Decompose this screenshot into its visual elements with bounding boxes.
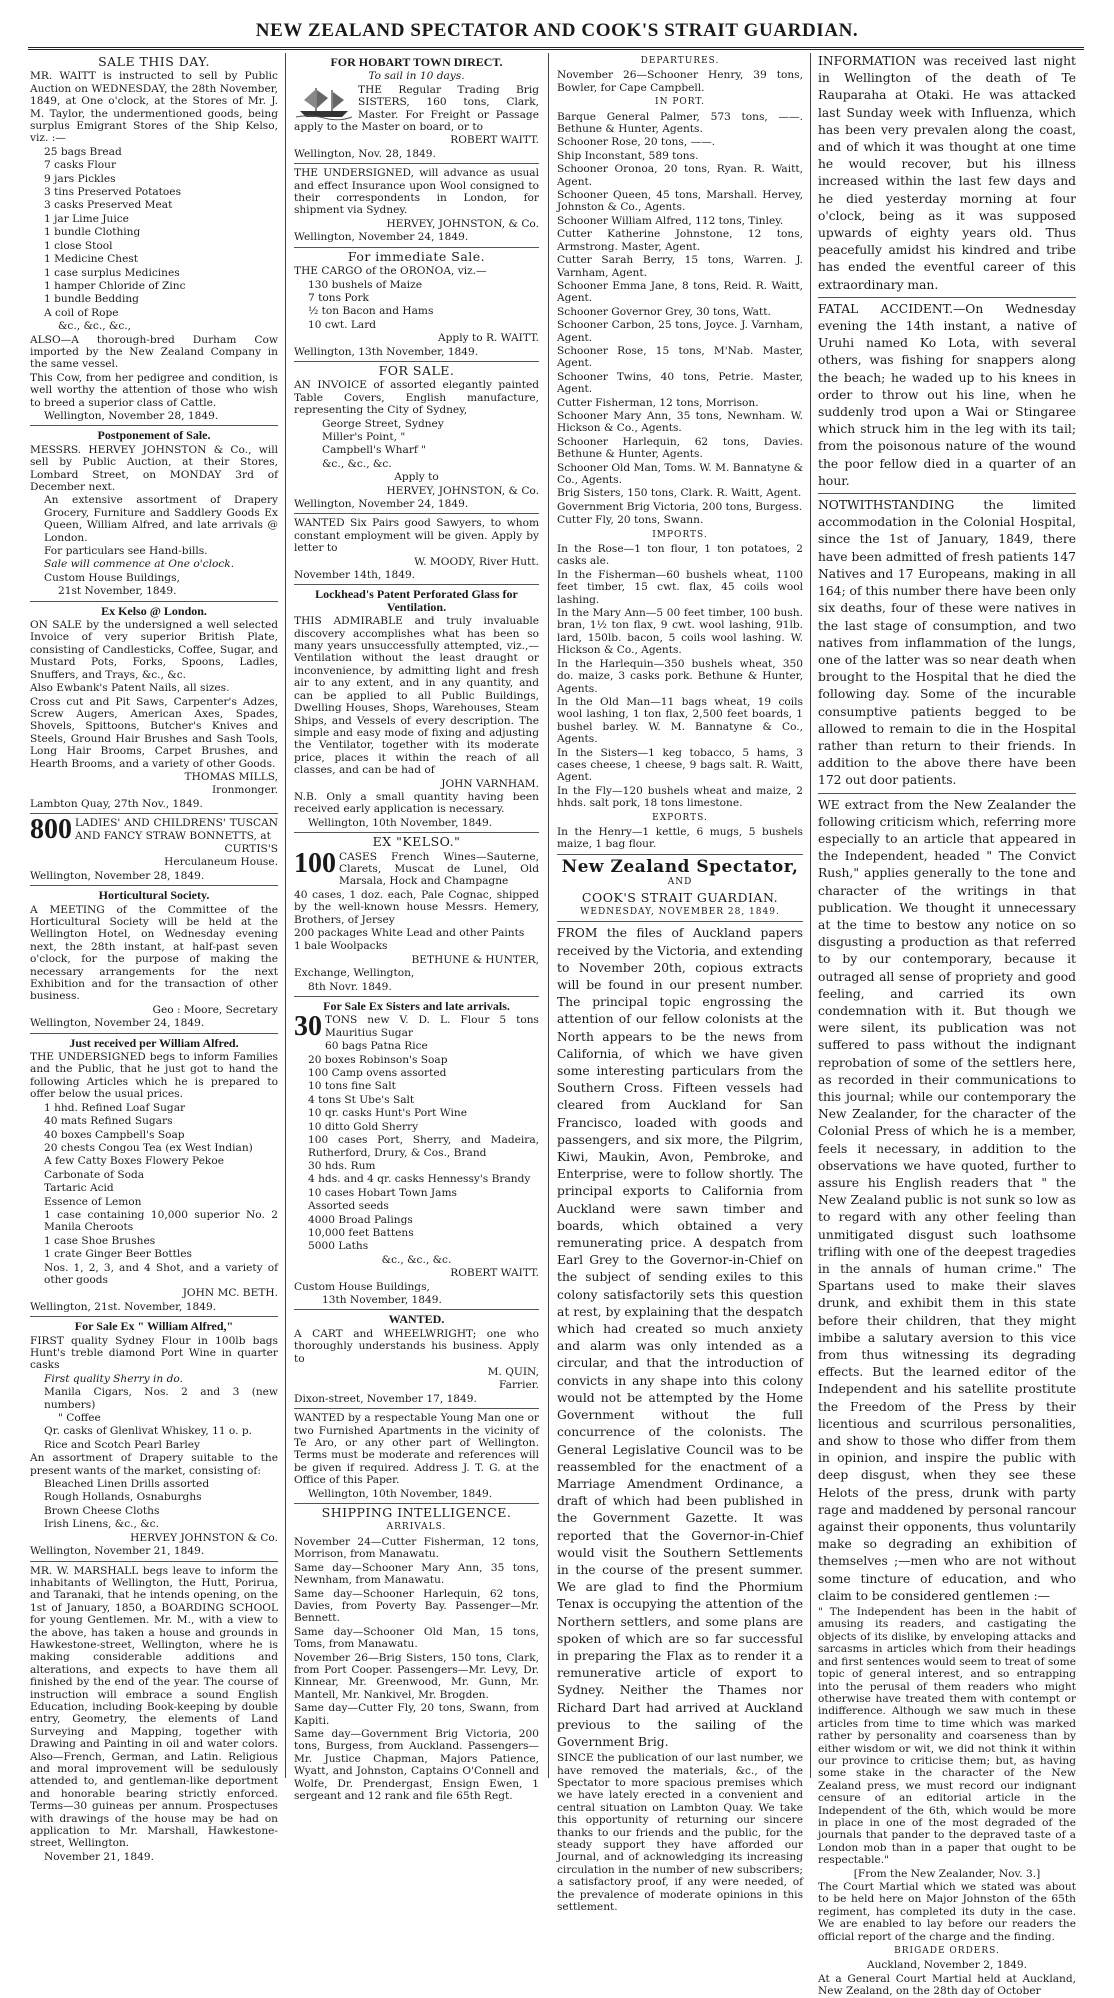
paragraph: Schooner Governor Grey, 30 tons, Watt. xyxy=(557,305,771,318)
paragraph: In the Rose—1 ton flour, 1 ton potatoes, 2 casks ale. xyxy=(557,543,803,568)
list-item: 1 crate Ginger Beer Bottles xyxy=(44,1248,192,1261)
list-item: Bleached Linen Drills assorted xyxy=(44,1478,210,1491)
section-heading: COOK'S STRAIT GUARDIAN. xyxy=(581,889,779,905)
centered-line: &c., &c., &c. xyxy=(381,1253,452,1266)
paragraph: Schooner Old Man, Toms. W. M. Bannatyne & Co., Agents. xyxy=(557,461,803,486)
article-paragraph: WE extract from the New Zealander the following criticism which, referring more especially to an article that appeared in the Independent, headed " The Convict Rush," applies generally to the tone and character of the writings in that publication. We thought it unnecessary at the time to bestow any notice on so disgusting a production as that referred to by our contemporary, because it outraged all sense of propriety and good feeling, and carried its own condemnation with it. But though we were silent, its publication was not suffered to pass without the indignant reprobation of some of the settlers here, as recorded in their communications to this journal; while our contemporary the New Zealander, for the character of the Colonial Press of which he is a member, feels it necessary, in addition to the observations we have quoted, further to assure his English readers that " the New Zealand public is not sunk so low as to regard with any other feeling than unmitigated disgust such loathsome trifling with one of the deepest tragedies in the annals of human crime." The Spartans used to make their slaves drunk, and exhibit them in this state before their children, that they might imbibe a salutary aversion to this vice from thus witnessing its degrading effects. But the learned editor of the Independent and his satellite prostitute the Freedom of the Press by their licentious and scurrilous personalities, and show to those who differ from them in opinion, and inspire the public with deep disgust, when they see these Helots of the press, drunk with party rage and maddened by personal rancour against their opponents, thus voluntarily make so degrading an exhibition of themselves ;—men who are not without some tincture of education, and who claim to be considered gentlemen :— xyxy=(818,797,1076,1603)
list-item: 1 case surplus Medicines xyxy=(44,266,180,279)
centered-line: Auckland, November 2, 1849. xyxy=(866,1959,1028,1972)
paragraph: Lambton Quay, 27th Nov., 1849. xyxy=(30,797,203,810)
paragraph: Schooner Harlequin, 62 tons, Davies. Bethune & Hunter, Agents. xyxy=(557,435,803,461)
list-item: ½ ton Bacon and Hams xyxy=(308,305,434,318)
section-heading: For immediate Sale. xyxy=(347,248,486,264)
paragraph: Wellington, November 24, 1849. xyxy=(294,231,469,244)
article-paragraph: FROM the files of Auckland papers received by the Victoria, and extending to November 20th, copious extracts will be found in our present number. The principal topic engrossing the attention of our fellow colonists at the North appears to be the news from California, of which we have given some interesting particulars from the Southern Cross. Fifteen vessels had cleared from Auckland for San Francisco, loaded with goods and passengers, and six more, the Pilgrim, Kiwi, Maukin, Avon, Pembroke, and Enterprise, were to follow shortly. The principal exports to California from Auckland were sawn timber and boards, which obtained a very remunerating price. A despatch from Earl Grey to the Governor-in-Chief on the subject of sending exiles to this colony satisfactorily sets this question at rest, by explaining that the despatch which had created so much anxiety and alarm was only intended as a circular, and that the introduction of convicts in any shape into this colony would not be attempted by the Home Government without the full concurrence of the colonists. The General Legislative Council was to be reassembled for the enactment of a Marriage Amendment Ordinance, a draft of which had been published in the Government Gazette. It was reported that the Governor-in-Chief would visit the Southern Settlements in the course of the present summer. We are glad to find the Phormium Tenax is occupying the attention of the Northern settlers, and some plans are spoken of which are so far successful in preparing the Flax as to render it a remunerative article of export to Sydney. Neither the Thames nor Richard Dart had arrived at Auckland previous to the sailing of the Government Brig. xyxy=(557,926,803,1749)
list-item: &c., &c., &c., xyxy=(58,320,132,333)
paragraph: Cutter Fly, 20 tons, Swann. xyxy=(557,514,704,527)
paragraph: SINCE the publication of our last number, we have removed the materials, &c., of the Spectator to more spacious premises which we have lately erected in a convenient and central situation on Lambton Quay. We take this opportunity of returning our sincere thanks to our friends and the public, for the steady support they have afforded our Journal, and of acknowledging its increasing circulation in the number of new subscribers; a satisfactory proof, if any were needed, of the prevalence of moderate opinions in this settlement. xyxy=(557,1752,803,1914)
advert-heading: For Sale Ex " William Alfred," xyxy=(74,1319,234,1334)
list-item: Qr. casks of Glenlivat Whiskey, 11 o. p. xyxy=(44,1425,252,1438)
paragraph: Government Brig Victoria, 200 tons, Burgess. xyxy=(557,500,803,513)
newspaper-title: NEW ZEALAND SPECTATOR AND COOK'S STRAIT GUARDIAN. xyxy=(255,20,859,41)
paragraph: WANTED Six Pairs good Sawyers, to whom constant employment will be given. Apply by letter to xyxy=(294,517,539,555)
section-rule xyxy=(30,885,278,886)
section-rule xyxy=(294,1503,539,1504)
list-item: 1 bundle Bedding xyxy=(44,293,139,306)
list-item: For particulars see Hand-bills. xyxy=(44,545,208,558)
signature-line: BETHUNE & HUNTER, xyxy=(411,953,539,966)
list-item: 7 tons Pork xyxy=(308,291,369,304)
list-item: First quality Sherry in do. xyxy=(44,1372,183,1385)
article-paragraph: NOTWITHSTANDING the limited accommodation in the Colonial Hospital, since the 1st of January, 1849, there have been admitted of fresh patients 147 Natives and 17 Europeans, making in all 164; of this number there have been only six deaths, four of these were natives in the last stage of consumption, and two natives from inflammation of the lungs, one of the latter was so near death when brought to the Hospital that he died the following day. Some of the incurable consumptive patients begged to be allowed to remain to die in the Hospital rather than return to their friends. In addition to the above there have been 172 out door patients. xyxy=(818,498,1076,788)
section-rule xyxy=(294,584,539,585)
list-item: 10,000 feet Battens xyxy=(308,1226,414,1239)
section-rule xyxy=(294,247,539,248)
list-item: Rough Hollands, Osnaburghs xyxy=(44,1491,202,1504)
section-rule xyxy=(294,996,539,997)
masthead-rule xyxy=(28,47,1084,50)
paragraph: Schooner Oronoa, 20 tons, Ryan. R. Waitt, Agent. xyxy=(557,163,803,188)
paragraph: Cutter Katherine Johnstone, 12 tons, Armstrong. Master, Agent. xyxy=(557,228,803,253)
paragraph: " The Independent has been in the habit of amusing its readers, and castigating the objects of its dislike, by enveloping attacks and sarcasms in articles which from their headings and first sentences would seem to treat of some topic of general interest, and so entrapping into the perusal of them readers who might otherwise have treated them with contempt or indifference. Although we saw much in these articles from time to time which was marked rather by personality and coarseness than by either wisdom or wit, we did not think it within our province to criticise them; but, as having some stake in the character of the New Zealand press, we must record our indignant censure of an editorial article in the Independent of the 6th, which would be more in place in one of the most degraded of the journals that pander to the depraved taste of a London mob than in a paper that ought to be respectable." xyxy=(818,1606,1076,1867)
paragraph-text: LADIES' AND CHILDRENS' TUSCAN AND FANCY STRAW BONNETTS, at xyxy=(75,817,278,842)
list-item: 20 boxes Robinson's Soap xyxy=(308,1053,448,1066)
paragraph xyxy=(294,1011,539,1043)
list-item: Wellington, November 28, 1849. xyxy=(44,409,219,422)
signature-line: HERVEY JOHNSTON & Co. xyxy=(130,1531,278,1544)
signature-line: M. QUIN, xyxy=(487,1366,539,1378)
section-heading: SHIPPING INTELLIGENCE. xyxy=(321,1505,512,1521)
section-heading: EX "KELSO." xyxy=(372,834,461,850)
subheading: EXPORTS. xyxy=(652,812,708,823)
list-item: 10 qr. casks Hunt's Port Wine xyxy=(308,1107,467,1120)
list-item: Campbell's Wharf " xyxy=(322,444,427,457)
paragraph: November 24—Cutter Fisherman, 12 tons, Morrison, from Manawatu. xyxy=(294,1535,539,1561)
paragraph: Cross cut and Pit Saws, Carpenter's Adzes, Screw Augers, American Axes, Spades, Shovels, Spittoons, Butcher's Knives and Steels, Ground Hair Brushes and Sash Tools, Long Hair Brooms, Carpet Brushes, and Hearth Brooms, and a variety of other Goods. xyxy=(30,695,278,770)
paragraph: Same day—Schooner Harlequin, 62 tons, Davies, from Poverty Bay. Passenger—Mr. Bennett. xyxy=(294,1587,539,1625)
list-item: 40 boxes Campbell's Soap xyxy=(44,1128,185,1141)
column-divider xyxy=(810,53,811,1778)
paragraph: This Cow, from her pedigree and condition, is well worthy the attention of those who wish to breed a superior class of Cattle. xyxy=(30,371,278,409)
paragraph: Same day—Government Brig Victoria, 200 tons, Burgess, from Auckland. Passengers—Mr. Justice Chapman, Majors Patience, Wyatt, and Johnston, Captains O'Connell and Wolfe, Dr. Prendergast, Ensign Ewen, 1 sergeant and 12 rank and file 65th Regt. xyxy=(294,1727,539,1802)
section-rule xyxy=(294,832,539,833)
paragraph: At a General Court Martial held at Auckland, New Zealand, on the 28th day of October xyxy=(818,1972,1076,1998)
section-rule xyxy=(30,1561,278,1562)
paragraph: MR. WAITT is instructed to sell by Public Auction on WEDNESDAY, the 28th November, 1849, at One o'clock, at the Stores of Mr. J. M. Taylor, the undermentioned goods, being surplus Emigrant Stores of the Ship Kelso, viz. :— xyxy=(30,70,278,145)
paragraph: Wellington, 21st. November, 1849. xyxy=(30,1300,217,1313)
signature-line: ROBERT WAITT. xyxy=(450,1267,539,1280)
column-3 xyxy=(557,53,803,1914)
advert-heading: Just received per William Alfred. xyxy=(69,1035,239,1050)
list-item: Tartaric Acid xyxy=(44,1182,114,1195)
section-heading: FOR SALE. xyxy=(378,362,455,378)
advert-heading: Horticultural Society. xyxy=(98,888,210,903)
paragraph: MR. W. MARSHALL begs leave to inform the inhabitants of Wellington, the Hutt, Porirua, and Taranaki, that he intends opening, on the 1st of January, 1850, a BOARDING SCHOOL for young Gentlemen. Mr. M., with a view to the above, has taken a house and grounds in Hawkestone-street, Wellington, where he is making considerable additions and alterations, and expects to have them all finished by the end of the year. The course of instruction will embrace a sound English Education, including Book-keeping by double entry, Geometry, the elements of Land Surveying and Mapping, together with Drawing and Painting in oil and water colors. Also—French, German, and Latin. Religious and moral improvement will be sedulously attended to, and gentleman-like deportment and honorable bearing strictly enforced. Terms—30 guineas per annum. Prospectuses with drawings of the house may be had on application to Mr. Marshall, Hawkestone-street, Wellington. xyxy=(30,1564,278,1850)
paragraph xyxy=(294,847,539,888)
advert-heading: Ex Kelso @ London. xyxy=(101,603,207,618)
section-rule xyxy=(557,921,803,922)
paragraph: THE UNDERSIGNED begs to inform Families and the Public, that he just got to hand the following Articles which he is prepared to offer below the usual prices. xyxy=(30,1051,278,1101)
section-rule xyxy=(30,1316,278,1317)
signature-line: CURTIS'S xyxy=(224,842,278,855)
paragraph: 200 packages White Lead and other Paints xyxy=(294,927,525,939)
paragraph: THIS ADMIRABLE and truly invaluable discovery accomplishes what has been so many years unsuccessfully attempted, viz.,—Ventilation without the least draught or inconvenience, by admitting light and fresh air to any extent, and in any quantity, and can be applied to all Public Buildings, Dwelling Houses, Shops, Warehouses, Steam Ships, and Vessels of every description. The simple and easy mode of fixing and adjusting the Ventilator, together with its moderate price, places it within the reach of all classes, and can be had of xyxy=(294,615,539,777)
signature-line: THOMAS MILLS, xyxy=(184,770,278,783)
advert-heading: Postponement of Sale. xyxy=(97,428,211,443)
subheading: AND xyxy=(667,877,693,888)
paragraph: Schooner Twins, 40 tons, Petrie. Master, Agent. xyxy=(557,370,803,396)
paragraph: Barque General Palmer, 573 tons, ——. Bethune & Hunter, Agents. xyxy=(557,110,803,136)
paragraph: In the Fisherman—60 bushels wheat, 1100 feet timber, 15 cwt. flax, 45 coils wool lashing. xyxy=(557,568,803,606)
paragraph-text: THE Regular Trading Brig SISTERS, 160 tons, Clark, Master. For Freight or Passage apply to the Master on board, or to xyxy=(294,83,539,134)
list-item: 1 Medicine Chest xyxy=(44,253,139,266)
list-item: 20 chests Congou Tea (ex West Indian) xyxy=(44,1141,253,1154)
paragraph: The Court Martial which we stated was about to be held here on Major Johnston of the 65th regiment, has completed its duty in the case. We are enabled to lay before our readers the official report of the charge and the finding. xyxy=(818,1881,1076,1943)
paragraph: November 26—Schooner Henry, 39 tons, Bowler, for Cape Campbell. xyxy=(557,69,803,94)
list-item: 4 hds. and 4 qr. casks Hennessy's Brandy xyxy=(308,1173,531,1186)
list-item: Manila Cigars, Nos. 2 and 3 (new numbers) xyxy=(44,1386,278,1411)
list-item: Wellington, 10th November, 1849. xyxy=(308,816,493,829)
section-rule xyxy=(30,601,278,602)
paragraph: Exchange, Wellington, xyxy=(294,967,415,980)
paragraph: In the Sisters—1 keg tobacco, 5 hams, 3 cases cheese, 1 cheese, 9 bags salt. R. Waitt, Agent. xyxy=(557,746,803,784)
signature-line: Apply to R. WAITT. xyxy=(437,332,539,345)
paragraph xyxy=(294,84,539,134)
paragraph: ON SALE by the undersigned a well selected Invoice of very superior British Plate, consisting of Candlesticks, Coffee, Sugar, and Mustard Pots, Forks, Spoons, Ladles, Snuffers, and Trays, &c., &c. xyxy=(30,619,278,681)
list-item: November 21, 1849. xyxy=(44,1850,154,1863)
paragraph: In the Mary Ann—5 00 feet timber, 100 bush. bran, 1½ ton flax, 9 cwt. wool lashing, 91lb. lard, 150lb. bacon, 5 coils wool lashing. W. Hickson & Co., Agents. xyxy=(557,607,803,657)
signature-line: HERVEY, JOHNSTON, & Co. xyxy=(386,484,539,497)
advert-heading: WANTED. xyxy=(388,1312,445,1327)
section-rule xyxy=(294,513,539,514)
section-rule xyxy=(294,1408,539,1409)
paragraph: WANTED by a respectable Young Man one or two Furnished Apartments in the vicinity of Te Aro, or any other part of Wellington. Terms must be moderate and references will be given if required. Address J. T. G. at the Office of this Paper. xyxy=(294,1412,539,1487)
list-item: 7 casks Flour xyxy=(44,159,117,172)
list-item: 1 hamper Chloride of Zinc xyxy=(44,279,186,292)
section-rule xyxy=(294,163,539,164)
section-rule xyxy=(818,297,1076,298)
paragraph: November 26—Brig Sisters, 150 tons, Clark, from Port Cooper. Passengers—Mr. Levy, Dr. Kinnear, Mr. Greenwood, Mr. Gunn, Mr. Mantell, Mr. Nankivel, Mr. Brogden. xyxy=(294,1651,539,1701)
paragraph: November 14th, 1849. xyxy=(294,569,416,582)
subheading: IMPORTS. xyxy=(652,529,708,540)
list-item: Essence of Lemon xyxy=(44,1195,142,1208)
column-divider xyxy=(285,53,286,1778)
paragraph: Schooner Queen, 45 tons, Marshall. Hervey, Johnston & Co., Agents. xyxy=(557,189,803,214)
paragraph: N.B. Only a small quantity having been received early application is necessary. xyxy=(294,790,539,816)
paragraph-text: TONS new V. D. L. Flour 5 tons Mauritius Sugar xyxy=(325,1014,539,1039)
paragraph: AN INVOICE of assorted elegantly painted Table Covers, English manufacture, representing the City of Sydney, xyxy=(294,379,539,417)
list-item: 1 case Shoe Brushes xyxy=(44,1234,156,1247)
column-1 xyxy=(30,53,278,1863)
large-numeral: 30 xyxy=(294,1011,322,1043)
paragraph: Wellington, November 24, 1849. xyxy=(294,498,469,510)
paragraph: Cutter Sarah Berry, 15 tons, Warren. J. Varnham, Agent. xyxy=(557,254,803,279)
signature-line: Ironmonger. xyxy=(211,784,278,797)
list-item: 10 ditto Gold Sherry xyxy=(308,1120,419,1133)
list-item: Carbonate of Soda xyxy=(44,1168,145,1181)
list-item: 1 hhd. Refined Loaf Sugar xyxy=(44,1101,186,1114)
list-item: 40 mats Refined Sugars xyxy=(44,1115,173,1128)
list-item: Brown Cheese Cloths xyxy=(44,1504,160,1517)
centered-line: Apply to xyxy=(394,471,439,484)
large-numeral: 100 xyxy=(294,847,336,879)
section-heading: SALE THIS DAY. xyxy=(98,54,210,69)
subheading: BRIGADE ORDERS. xyxy=(894,1946,1000,1957)
list-item: Sale will commence at One o'clock. xyxy=(44,558,235,571)
paragraph: An assortment of Drapery suitable to the present wants of the market, consisting of: xyxy=(30,1452,278,1477)
list-item: Custom House Buildings, xyxy=(44,571,180,584)
paragraph: Ship Inconstant, 589 tons. xyxy=(557,149,699,162)
section-rule xyxy=(557,854,803,855)
list-item: 25 bags Bread xyxy=(44,145,122,158)
centered-line: [From the New Zealander, Nov. 3.] xyxy=(853,1867,1041,1880)
paragraph: FIRST quality Sydney Flour in 100lb bags Hunt's treble diamond Port Wine in quarter casks xyxy=(30,1334,278,1372)
paragraph: Cutter Fisherman, 12 tons, Morrison. xyxy=(557,396,759,409)
list-item: 1 jar Lime Juice xyxy=(44,212,129,225)
list-item: George Street, Sydney xyxy=(322,417,444,430)
paragraph: A CART and WHEELWRIGHT; one who thoroughly understands his business. Apply to xyxy=(294,1327,539,1365)
list-item: A coil of Rope xyxy=(44,306,119,319)
signature-line: JOHN VARNHAM. xyxy=(441,777,539,790)
paragraph: 1 bale Woolpacks xyxy=(294,940,388,953)
paragraph: Schooner Emma Jane, 8 tons, Reid. R. Waitt, Agent. xyxy=(557,279,803,305)
list-item: 1 close Stool xyxy=(44,239,113,252)
list-item: 10 cwt. Lard xyxy=(308,318,377,331)
column-divider xyxy=(548,53,549,1778)
section-rule xyxy=(30,1033,278,1034)
article-paragraph: INFORMATION was received last night in Wellington of the death of Te Rauparaha at Otaki. He was attacked last Sunday week with Influenza, which has been very prevalen along the coast, and of which it was thought at one time he would recover, but his illness increased within the last few days and he died yesterday morning at four o'clock, being as it was supposed upwards of eighty years old. Thus peacefully amidst his kindred and tribe has ended the eventful career of this extraordinary man. xyxy=(818,54,1076,292)
list-item: 13th November, 1849. xyxy=(322,1293,442,1306)
list-item: 3 casks Preserved Meat xyxy=(44,199,173,212)
paragraph: Wellington, November 21, 1849. xyxy=(30,1545,205,1558)
list-item: Wellington, 10th November, 1849. xyxy=(308,1487,493,1500)
list-item: " Coffee xyxy=(58,1412,101,1425)
paragraph: ALSO—A thorough-bred Durham Cow imported by the New Zealand Company in the same vessel. xyxy=(30,333,278,371)
subheading: IN PORT. xyxy=(655,97,705,108)
paragraph: Wellington, 13th November, 1849. xyxy=(294,345,479,358)
signature-line: Geo : Moore, Secretary xyxy=(152,1003,278,1016)
signature-line: Herculaneum House. xyxy=(164,856,278,869)
column-4 xyxy=(818,53,1076,1998)
list-item: A few Catty Boxes Flowery Pekoe xyxy=(44,1155,225,1168)
advert-heading: For Sale Ex Sisters and late arrivals. xyxy=(323,999,510,1014)
section-rule xyxy=(30,425,278,426)
signature-line: Farrier. xyxy=(499,1379,539,1392)
list-item: Nos. 1, 2, 3, and 4 Shot, and a variety of other goods xyxy=(44,1261,278,1286)
list-item: Miller's Point, " xyxy=(322,430,406,443)
list-item: Irish Linens, &c., &c. xyxy=(44,1518,159,1531)
paragraph xyxy=(30,814,278,846)
paragraph: 40 cases, 1 doz. each, Pale Cognac, shipped by the well-known house Messrs. Hemery, Brothers, of Jersey xyxy=(294,888,539,926)
paragraph: THE UNDERSIGNED, will advance as usual and effect Insurance upon Wool consigned to their correspondents in London, for shipment via Sydney. xyxy=(294,167,539,217)
list-item: Assorted seeds xyxy=(308,1200,389,1213)
advert-heading: Lockhead's Patent Perforated Glass for Ventilation. xyxy=(315,587,518,614)
paragraph: In the Fly—120 bushels wheat and maize, 2 hhds. salt pork, 18 tons limestone. xyxy=(557,784,803,810)
list-item: 30 hds. Rum xyxy=(308,1159,376,1172)
paragraph: In the Harlequin—350 bushels wheat, 350 do. maize, 3 casks pork. Bethune & Hunter, Agents. xyxy=(557,657,803,695)
list-item: 8th Novr. 1849. xyxy=(308,980,392,993)
subheading: DEPARTURES. xyxy=(640,56,720,66)
ship-icon xyxy=(294,84,354,120)
paragraph: A MEETING of the Committee of the Horticultural Society will be held at the Wellington Hotel, on Wednesday evening next, the 28th instant, at half-past seven o'clock, for the purpose of making the necessary arrangements for the next Exhibition and for the transaction of other business. xyxy=(30,903,278,1003)
paragraph: Same day—Schooner Mary Ann, 35 tons, Newnham, from Manawatu. xyxy=(294,1561,539,1587)
list-item: 10 tons fine Salt xyxy=(308,1080,396,1093)
column-2 xyxy=(294,53,539,1802)
advert-heading: FOR HOBART TOWN DIRECT. xyxy=(330,55,503,69)
subheading: WEDNESDAY, NOVEMBER 28, 1849. xyxy=(580,907,780,917)
paragraph: In the Old Man—11 bags wheat, 19 coils wool lashing, 1 ton flax, 2,500 feet boards, 1 bushel barley. W. M. Bannatyne & Co., Agents. xyxy=(557,695,803,746)
list-item: 10 cases Hobart Town Jams xyxy=(308,1186,457,1199)
list-item: 100 Camp ovens assorted xyxy=(308,1067,447,1080)
paragraph: Brig Sisters, 150 tons, Clark. R. Waitt, Agent. xyxy=(557,487,802,500)
list-item: 21st November, 1849. xyxy=(58,585,177,598)
list-item: 4 tons St Ube's Salt xyxy=(308,1093,415,1106)
subheading: ARRIVALS. xyxy=(386,1522,447,1533)
paragraph: Schooner Rose, 15 tons, M'Nab. Master, Agent. xyxy=(557,344,803,370)
list-item: 1 case containing 10,000 superior No. 2 Manila Cheroots xyxy=(44,1208,278,1234)
article-paragraph: FATAL ACCIDENT.—On Wednesday evening the 14th instant, a native of Uruhi named Ko Lota, with several others, was fishing for snappers along the beach; he waded up to his knees in order to throw out his line, when he suddenly trod upon a Wai or Stingaree which struck him in the leg with its tail; from the poisonous nature of the wound the poor fellow died in a quarter of an hour. xyxy=(818,301,1076,488)
large-numeral: 800 xyxy=(30,814,72,846)
paper-nameplate: New Zealand Spectator, xyxy=(561,856,799,877)
signature-line: JOHN MC. BETH. xyxy=(182,1287,278,1300)
masthead xyxy=(0,0,1114,50)
signature-line: HERVEY, JOHNSTON, & Co. xyxy=(386,217,539,230)
section-rule xyxy=(818,493,1076,494)
list-item: 9 jars Pickles xyxy=(44,172,116,185)
list-item: 100 cases Port, Sherry, and Madeira, Rutherford, Drury, & Cos., Brand xyxy=(308,1134,539,1159)
paragraph: Dixon-street, November 17, 1849. xyxy=(294,1392,477,1405)
paragraph: MESSRS. HERVEY JOHNSTON & Co., will sell by Public Auction, at their Stores, Lombard Street, on MONDAY 3rd of December next. xyxy=(30,443,278,493)
list-item: 130 bushels of Maize xyxy=(308,278,422,291)
paragraph: Wellington, Nov. 28, 1849. xyxy=(294,147,436,160)
paragraph: Same day—Schooner Old Man, 15 tons, Toms, from Manawatu. xyxy=(294,1625,539,1651)
paragraph: Same day—Cutter Fly, 20 tons, Swann, from Kapiti. xyxy=(294,1702,539,1727)
paragraph: In the Henry—1 kettle, 6 mugs, 5 bushels maize, 1 bag flour. xyxy=(557,825,803,851)
signature-line: ROBERT WAITT. xyxy=(450,134,539,147)
list-item: An extensive assortment of Drapery Grocery, Furniture and Saddlery Goods Ex Queen, William Alfred, and late arrivals @ London. xyxy=(44,494,278,544)
list-item: 5000 Laths xyxy=(308,1240,369,1253)
list-item: 4000 Broad Palings xyxy=(308,1213,413,1226)
list-item: 60 bags Patna Rice xyxy=(325,1040,428,1053)
list-item: Rice and Scotch Pearl Barley xyxy=(44,1438,201,1451)
paragraph: Wellington, November 28, 1849. xyxy=(30,869,205,882)
paragraph: Schooner Carbon, 25 tons, Joyce. J. Varnham, Agent. xyxy=(557,319,803,344)
list-item: 3 tins Preserved Potatoes xyxy=(44,186,182,199)
section-rule xyxy=(818,793,1076,794)
signature-line: W. MOODY, River Hutt. xyxy=(414,555,539,568)
paragraph: Schooner Rose, 20 tons, ——. xyxy=(557,136,716,149)
paragraph: Wellington, November 24, 1849. xyxy=(30,1017,205,1030)
paragraph: Schooner William Alfred, 112 tons, Tinley. xyxy=(557,214,784,227)
list-item: &c., &c., &c. xyxy=(322,457,392,470)
paragraph: THE CARGO of the ORONOA, viz.— xyxy=(294,265,487,278)
section-rule xyxy=(294,1309,539,1310)
section-rule xyxy=(294,361,539,362)
centered-line: To sail in 10 days. xyxy=(368,70,465,83)
paragraph: Also Ewbank's Patent Nails, all sizes. xyxy=(30,682,230,695)
list-item: 1 bundle Clothing xyxy=(44,226,141,239)
paragraph-text: CASES French Wines—Sauterne, Clarets, Muscat de Lunel, Old Marsala, Hock and Champagne xyxy=(339,850,539,888)
paragraph: Custom House Buildings, xyxy=(294,1280,430,1293)
paragraph: Schooner Mary Ann, 35 tons, Newnham. W. Hickson & Co., Agents. xyxy=(557,409,803,435)
